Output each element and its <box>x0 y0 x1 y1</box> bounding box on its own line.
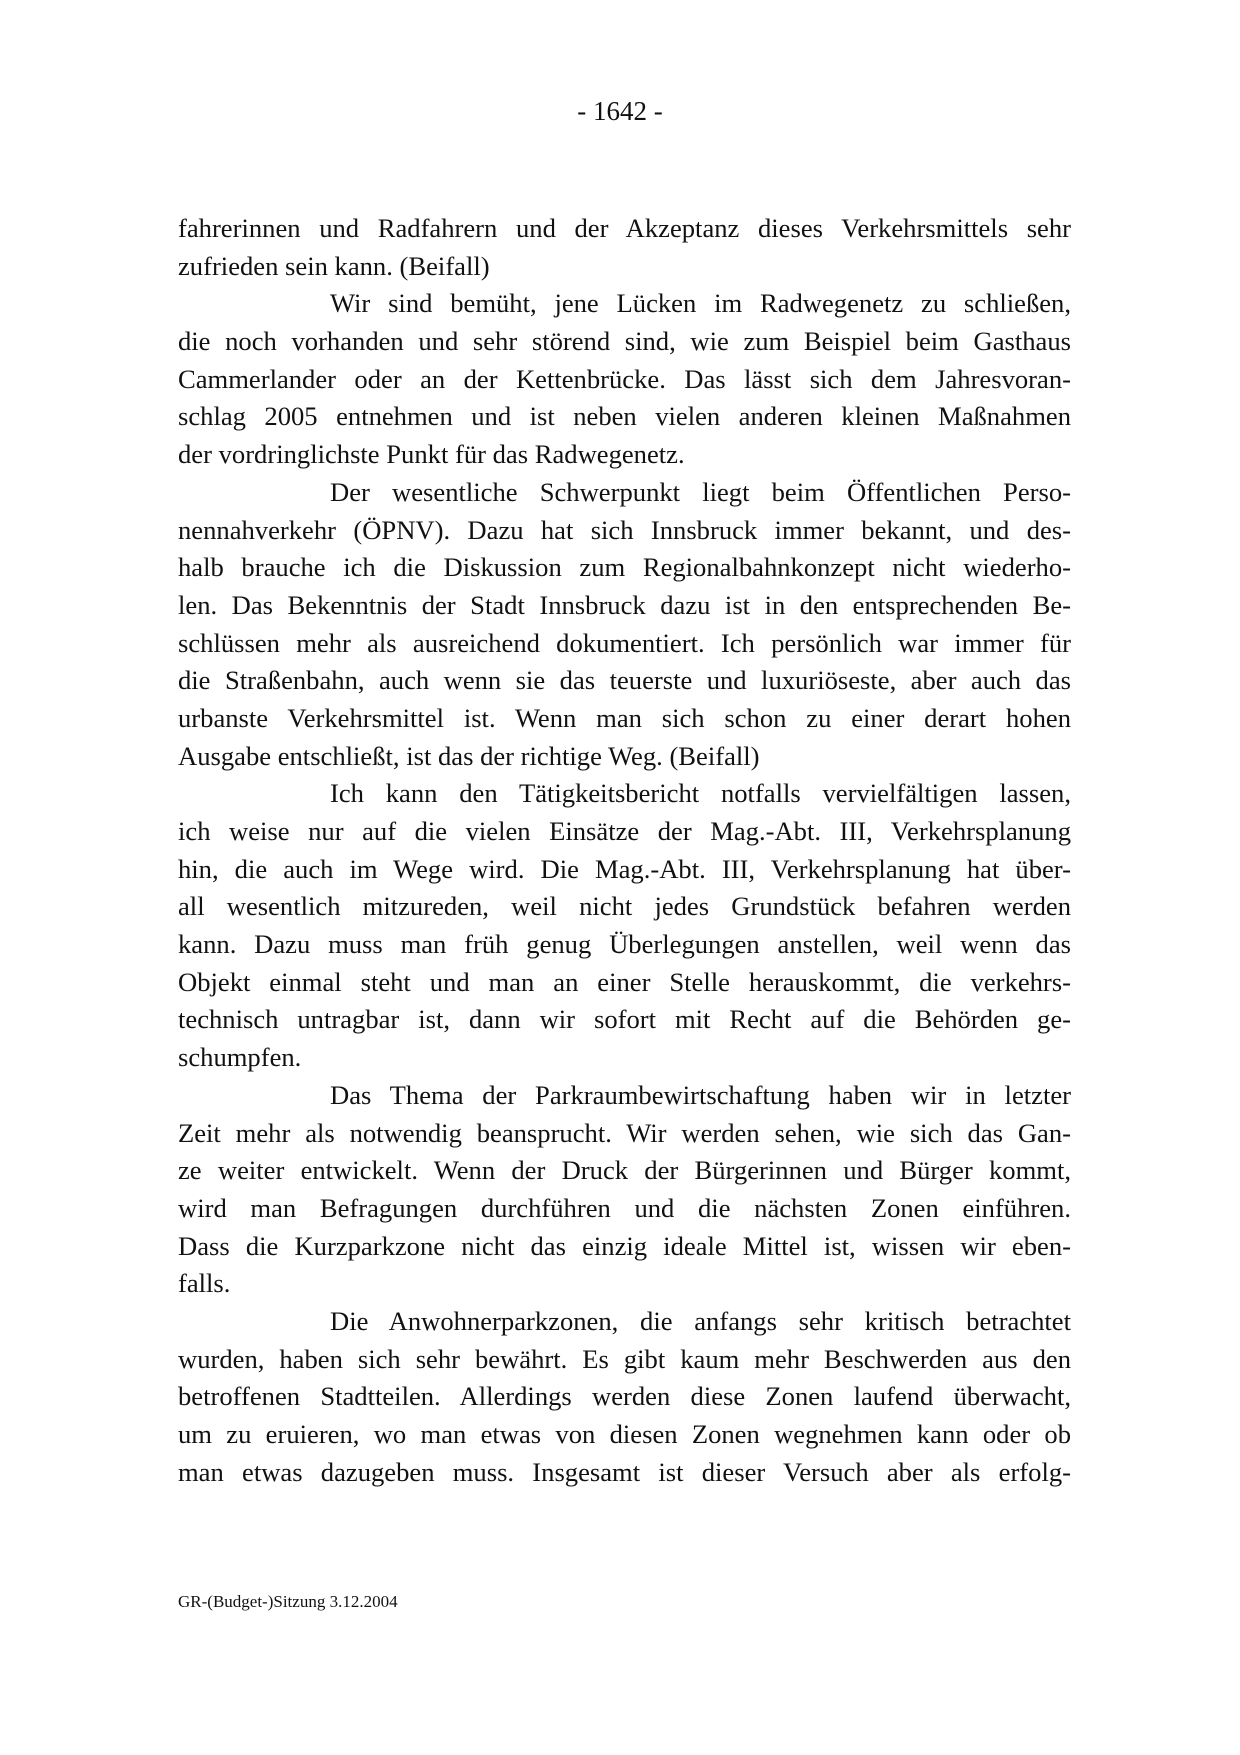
text-line: schlüssen mehr als ausreichend dokumentiert. Ich persönlich war immer für <box>178 627 1071 658</box>
paragraph <box>178 1077 1071 1303</box>
text-line: Objekt einmal steht und man an einer Stelle herauskommt, die verkehrs- <box>178 966 1071 997</box>
text-line: Ausgabe entschließt, ist das der richtige Weg. (Beifall) <box>178 740 760 771</box>
text-line: urbanste Verkehrsmittel ist. Wenn man sich schon zu einer derart hohen <box>178 702 1071 733</box>
text-line: Cammerlander oder an der Kettenbrücke. Das lässt sich dem Jahresvoran- <box>178 363 1071 394</box>
text-line: man etwas dazugeben muss. Insgesamt ist dieser Versuch aber als erfolg- <box>178 1456 1071 1487</box>
text-line: die Straßenbahn, auch wenn sie das teuerste und luxuriöseste, aber auch das <box>178 665 1071 696</box>
paragraph <box>178 474 1071 776</box>
text-line: halb brauche ich die Diskussion zum Regionalbahnkonzept nicht wiederho- <box>178 552 1071 583</box>
text-line: ich weise nur auf die vielen Einsätze der Mag.-Abt. III, Verkehrsplanung <box>178 816 1071 846</box>
text-line: wird man Befragungen durchführen und die nächsten Zonen einführen. <box>178 1192 1071 1223</box>
text-line: Der wesentliche Schwerpunkt liegt beim Öffentlichen Perso- <box>330 476 1071 507</box>
paragraph <box>178 210 1071 285</box>
text-line: die noch vorhanden und sehr störend sind, wie zum Beispiel beim Gasthaus <box>178 326 1071 357</box>
text-line: Die Anwohnerparkzonen, die anfangs sehr kritisch betrachtet <box>330 1305 1071 1336</box>
paragraph <box>178 285 1071 473</box>
text-line: Das Thema der Parkraumbewirtschaftung haben wir in letzter <box>330 1079 1071 1110</box>
text-line: um zu eruieren, wo man etwas von diesen Zonen wegnehmen kann oder ob <box>178 1419 1071 1449</box>
text-line: der vordringlichste Punkt für das Radwegenetz. <box>178 439 685 470</box>
document-body <box>178 210 1071 1491</box>
text-line: fahrerinnen und Radfahrern und der Akzeptanz dieses Verkehrsmittels sehr <box>178 213 1071 243</box>
text-line: betroffenen Stadtteilen. Allerdings werden diese Zonen laufend überwacht, <box>178 1381 1071 1412</box>
text-line: technisch untragbar ist, dann wir sofort mit Recht auf die Behörden ge- <box>178 1004 1071 1035</box>
paragraph <box>178 1303 1071 1491</box>
text-line: wurden, haben sich sehr bewährt. Es gibt kaum mehr Beschwerden aus den <box>178 1343 1071 1374</box>
text-line: Wir sind bemüht, jene Lücken im Radwegenetz zu schließen, <box>330 288 1071 319</box>
paragraph <box>178 775 1071 1077</box>
text-line: schumpfen. <box>178 1042 302 1073</box>
text-line: ze weiter entwickelt. Wenn der Druck der Bürgerinnen und Bürger kommt, <box>178 1155 1071 1186</box>
text-line: falls. <box>178 1268 231 1299</box>
text-line: Ich kann den Tätigkeitsbericht notfalls vervielfältigen lassen, <box>330 778 1071 809</box>
text-line: hin, die auch im Wege wird. Die Mag.-Abt. III, Verkehrsplanung hat über- <box>178 853 1071 884</box>
page-footer: GR-(Budget-)Sitzung 3.12.2004 <box>178 1592 398 1611</box>
text-line: kann. Dazu muss man früh genug Überlegungen anstellen, weil wenn das <box>178 929 1071 960</box>
text-line: zufrieden sein kann. (Beifall) <box>178 250 490 281</box>
text-line: schlag 2005 entnehmen und ist neben vielen anderen kleinen Maßnahmen <box>178 401 1071 432</box>
page-number: - 1642 - <box>577 96 663 126</box>
text-line: Dass die Kurzparkzone nicht das einzig ideale Mittel ist, wissen wir eben- <box>178 1230 1071 1261</box>
text-line: len. Das Bekenntnis der Stadt Innsbruck dazu ist in den entsprechenden Be- <box>178 589 1071 620</box>
text-line: nennahverkehr (ÖPNV). Dazu hat sich Innsbruck immer bekannt, und des- <box>178 514 1071 545</box>
text-line: Zeit mehr als notwendig beansprucht. Wir werden sehen, wie sich das Gan- <box>178 1117 1071 1148</box>
text-line: all wesentlich mitzureden, weil nicht jedes Grundstück befahren werden <box>178 891 1071 922</box>
